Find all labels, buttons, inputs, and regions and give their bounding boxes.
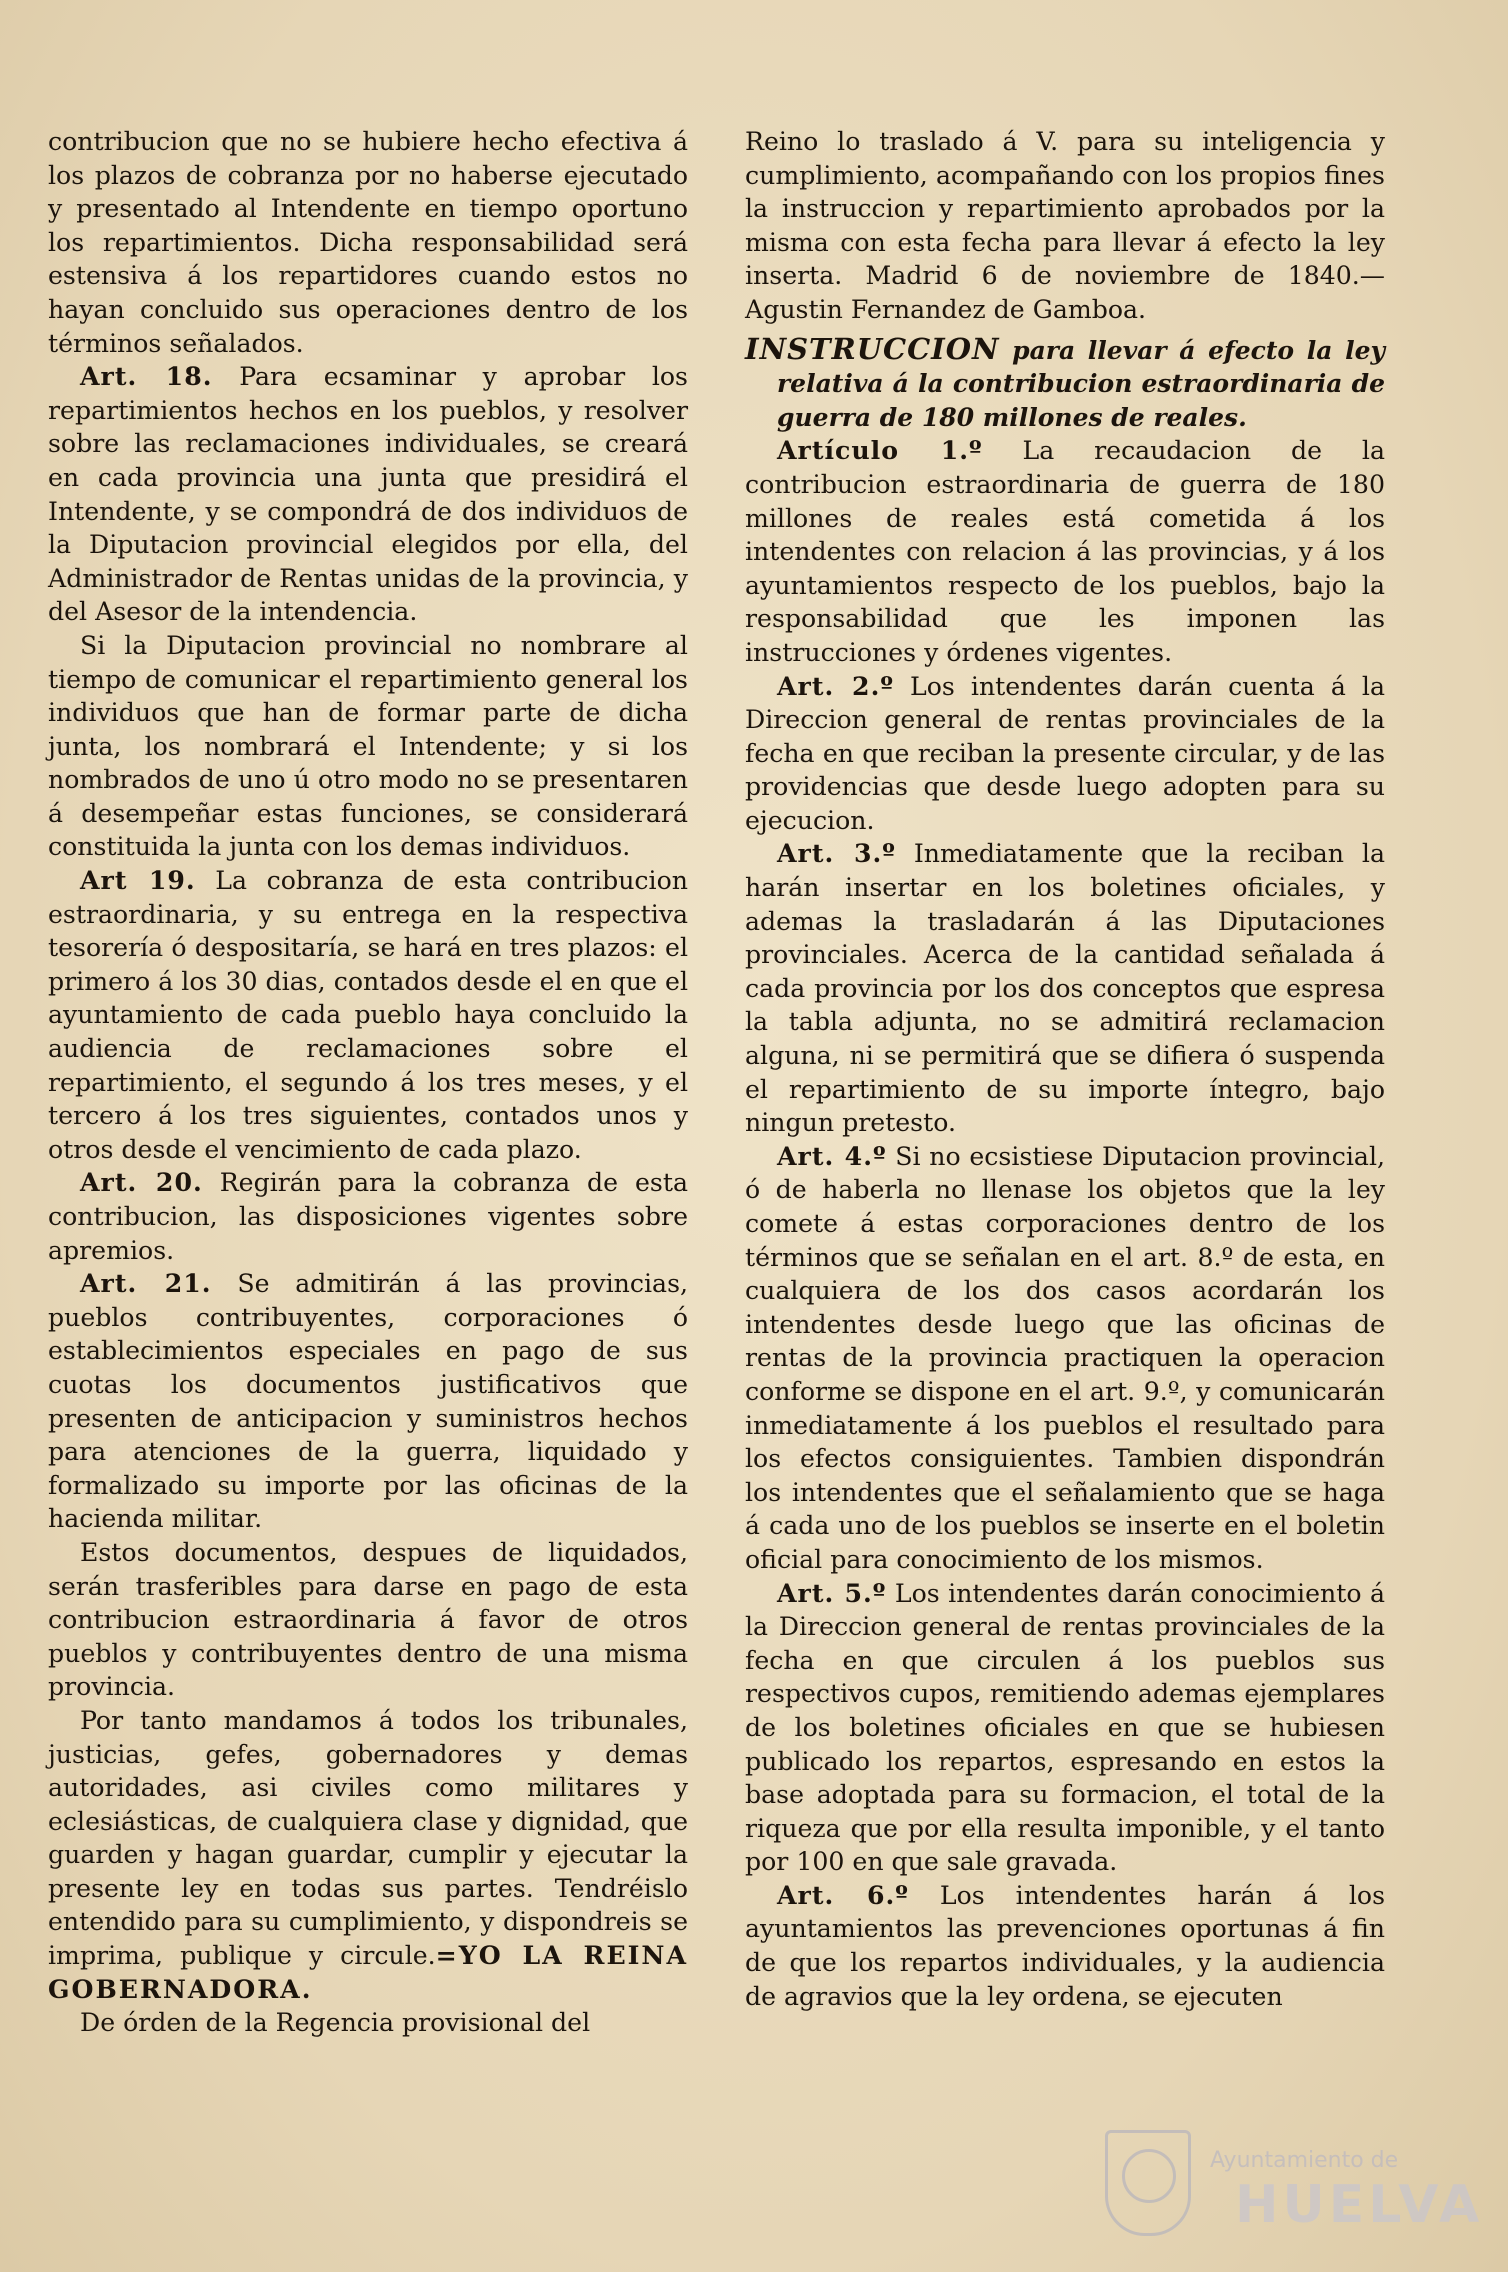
paragraph: contribucion que no se hubiere hecho efectiva á los plazos de cobranza por no haberse ejecutado y presentado al Intendente en tiempo oportuno los repartimientos. Dicha responsabilidad será estensiva á los repartidores cuando estos no hayan concluido sus operaciones dentro de los términos señalados. [48, 127, 688, 358]
paragraph: Reino lo traslado á V. para su inteligencia y cumplimiento, acompañando con los propios fines la instruccion y repartimiento aprobados por la misma con esta fecha para llevar á efecto la ley inserta. Madrid 6 de noviembre de 1840.—Agustin Fernandez de Gamboa. [745, 127, 1385, 324]
article-21: Art. 21. Se admitirán á las provincias, pueblos contribuyentes, corporaciones ó establecimientos especiales en pago de sus cuotas los documentos justificativos que presenten de anticipacion y suministros hechos para atenciones de la guerra, liquidado y formalizado su importe por las oficinas de la hacienda militar. [48, 1268, 688, 1534]
article-label: Art. 3.º [777, 838, 896, 869]
article-label: Art. 18. [80, 361, 213, 392]
watermark-text-big: HUELVA [1235, 2175, 1484, 2235]
article-label: Art. 2.º [777, 670, 894, 701]
article-20: Art. 20. Regirán para la cobranza de esta contribucion, las disposiciones vigentes sobre apremios. [48, 1167, 688, 1265]
watermark-text-small: Ayuntamiento de [1210, 2148, 1399, 2173]
signoff: =YO LA REINA GOBERNADORA. [48, 1940, 688, 2004]
paragraph: Estos documentos, despues de liquidados, serán trasferibles para darse en pago de esta contribucion estraordinaria á favor de otros pueblos y contribuyentes dentro de una misma provincia. [48, 1537, 688, 1702]
shield-icon [1105, 2130, 1191, 2236]
article-18: Art. 18. Para ecsaminar y aprobar los repartimientos hechos en los pueblos, y resolver sobre las reclamaciones individuales, se creará en cada provincia una junta que presidirá el Intendente, y se compondrá de dos individuos de la Diputacion provincial elegidos por ella, del Administrador de Rentas unidas de la provincia, y del Asesor de la intendencia. [48, 361, 688, 627]
decree-paragraph: Por tanto mandamos á todos los tribunales, justicias, gefes, gobernadores y demas autoridades, asi civiles como militares y eclesiásticas, de cualquiera clase y dignidad, que guarden y hagan guardar, cumplir y ejecutar la presente ley en todas sus partes. Tendréislo entendido para su cumplimiento, y dispondreis se imprima, publique y circule.=YO LA REINA GOBERNADORA. [48, 1705, 688, 2004]
article-5: Art. 5.º Los intendentes darán conocimiento á la Direccion general de rentas provinciales de la fecha en que circulen á los pueblos sus respectivos cupos, remitiendo ademas ejemplares de los boletines oficiales en que se hubiesen publicado los repartos, espresando en estos la base adoptada para su formacion, el total de la riqueza que por ella resulta imponible, y el tanto por 100 en que sale gravada. [745, 1577, 1386, 1877]
article-label: Art. 21. [80, 1268, 212, 1299]
title-lead: INSTRUCCION [745, 331, 1000, 366]
article-1: Artículo 1.º La recaudacion de la contribucion estraordinaria de guerra de 180 millones de reales está cometida á los intendentes con relacion á las provincias, y á los ayuntamientos respecto de los pueblos, bajo la responsabilidad que les imponen las instrucciones y órdenes vigentes. [745, 435, 1385, 667]
article-label: Artículo 1.º [777, 435, 983, 466]
instruction-title: INSTRUCCION para llevar á efecto la ley relativa á la contribucion estraordinaria de guerra de 180 millones de reales. [745, 331, 1385, 432]
article-label: Art. 4.º [777, 1140, 887, 1171]
article-label: Art. 5.º [777, 1577, 887, 1608]
article-label: Art. 20. [80, 1167, 203, 1198]
article-2: Art. 2.º Los intendentes darán cuenta á la Direccion general de rentas provinciales de la fecha en que reciban la presente circular, y de las providencias que desde luego adopten para su ejecucion. [745, 670, 1385, 835]
article-3: Art. 3.º Inmediatamente que la reciban la harán insertar en los boletines oficiales, y ademas la trasladarán á las Diputaciones provinciales. Acerca de la cantidad señalada á cada provincia por los dos conceptos que espresa la tabla adjunta, no se admitirá reclamacion alguna, ni se permitirá que se difiera ó suspenda el repartimiento de su importe íntegro, bajo ningun pretesto. [745, 838, 1386, 1138]
article-label: Art 19. [80, 865, 196, 896]
article-19: Art 19. La cobranza de esta contribucion estraordinaria, y su entrega en la respectiva tesorería ó despositaría, se hará en tres plazos: el primero á los 30 dias, contados desde el en que el ayuntamiento de cada pueblo haya concluido la audiencia de reclamaciones sobre el repartimiento, el segundo á los tres meses, y el tercero á los tres siguientes, contados unos y otros desde el vencimiento de cada plazo. [48, 865, 688, 1164]
article-6: Art. 6.º Los intendentes harán á los ayuntamientos las prevenciones oportunas á fin de que los repartos individuales, y la audiencia de agravios que la ley ordena, se ejecuten [745, 1879, 1385, 2011]
right-column [745, 125, 1385, 2013]
article-label: Art. 6.º [777, 1879, 909, 1910]
article-4: Art. 4.º Si no ecsistiese Diputacion provincial, ó de haberla no llenase los objetos que la ley comete á estas corporaciones dentro de los términos que se señalan en el art. 8.º de esta, en cualquiera de los dos casos acordarán los intendentes desde luego que las oficinas de rentas de la provincia practiquen la operacion conforme se dispone en el art. 9.º, y comunicarán inmediatamente á los pueblos el resultado para los efectos consiguientes. Tambien dispondrán los intendentes que el señalamiento que se haga á cada uno de los pueblos se inserte en el boletin oficial para conocimiento de los mismos. [745, 1140, 1386, 1574]
left-column [48, 125, 688, 2040]
paragraph: Si la Diputacion provincial no nombrare al tiempo de comunicar el repartimiento general los individuos que han de formar parte de dicha junta, los nombrará el Intendente; y si los nombrados de uno ú otro modo no se presentaren á desempeñar estas funciones, se considerará constituida la junta con los demas individuos. [48, 630, 688, 862]
paragraph: De órden de la Regencia provisional del [80, 2008, 591, 2038]
watermark-logo [1105, 2130, 1484, 2240]
